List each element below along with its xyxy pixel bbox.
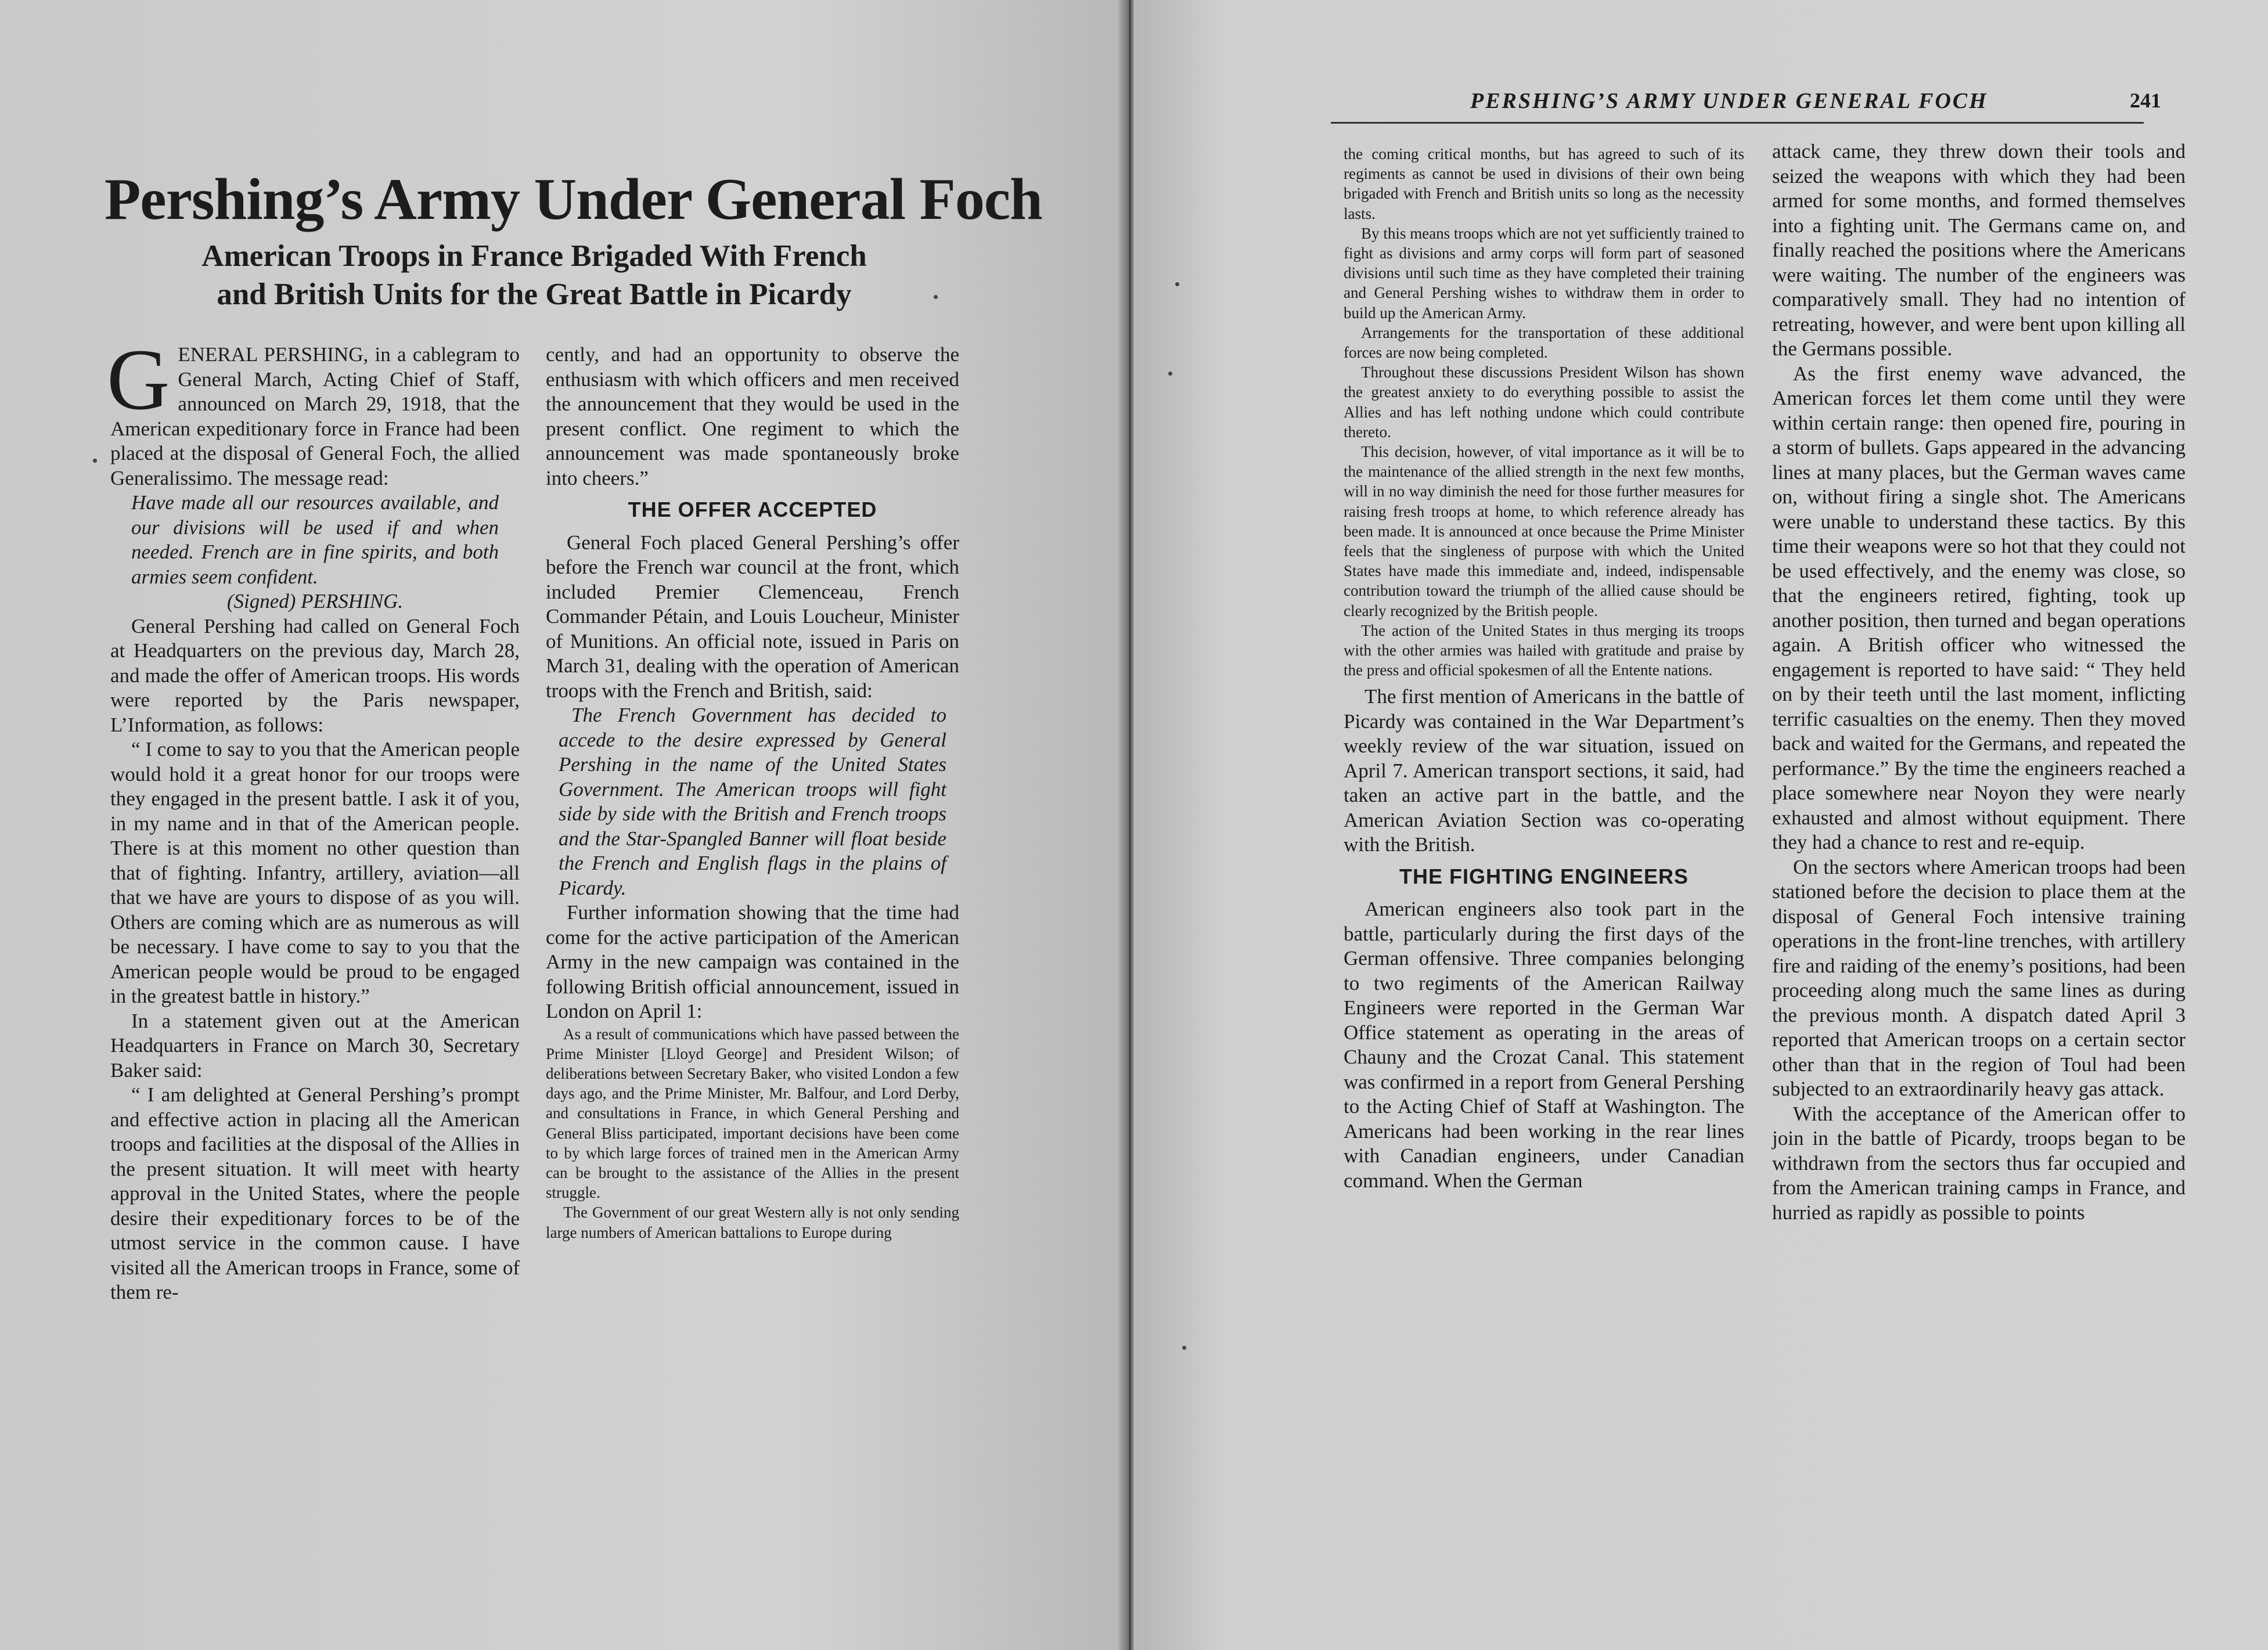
article-title: Pershing’s Army Under General Foch: [105, 167, 1042, 232]
paragraph: As the first enemy wave advanced, the American forces let them come until they were within certain range: then opened fire, pouring in a storm of bullets. Gaps appeared in the advancing lines at many places, but the German waves came on, without firing a single shot. The Americans were unable to understand these tactics. By this time their weapons were so hot that they could not be used effectively, and the enemy was close, so that the engineers retired, fighting, took up another position, then turned and began operations again. A British officer who witnessed the engagement is reported to have said: “ They held on by their teeth until the last moment, inflicting terrific casualties on the enemy. Then they moved back and waited for the Germans, and repeated the performance.” By the time the engineers reached a place somewhere near Noyon they were nearly exhausted and almost without equipment. There they had a chance to rest and re-equip.: [1772, 362, 2186, 853]
small-paragraph: By this means troops which are not yet sufficiently trained to fight as divisions and army corps will form part of seasoned divisions until such time as they have completed their training and General Pershing wishes to withdraw them in order to build up the American Army.: [1344, 224, 1744, 322]
subtitle-line-1: American Troops in France Brigaded With French: [201, 239, 867, 273]
paragraph: American engineers also took part in the battle, particularly during the first days of the German offensive. Three companies belonging to two regiments of the American Railway Engineers were reported in the German War Office statement as operating in the areas of Chauny and the Crozat Canal. This statement was confirmed in a report from General Pershing to the Acting Chief of Staff at Washington. The Americans had been working in the rear lines with Canadian engineers, under Canadian command. When the German: [1344, 898, 1744, 1192]
print-speck: [934, 295, 938, 299]
subtitle-line-2: and British Units for the Great Battle in Picardy: [217, 278, 852, 311]
page-number: 241: [2130, 89, 2161, 112]
small-paragraph: Throughout these discussions President Wilson has shown the greatest anxiety to do everything possible to assist the Allies and has left nothing undone which could contribute thereto.: [1344, 363, 1744, 441]
right-column-1: [1344, 144, 1744, 1193]
print-speck: [1168, 372, 1172, 376]
small-paragraph: Arrangements for the transportation of these additional forces are now being completed.: [1344, 323, 1744, 362]
british-announcement: [546, 1024, 959, 1242]
print-speck: [1175, 282, 1179, 286]
right-column-2: [1772, 139, 2186, 1225]
opening-paragraph: [107, 332, 520, 491]
left-column-2: [546, 343, 959, 1242]
paragraph: General Pershing had called on General Foch at Headquarters on the previous day, March 28, and made the offer of American troops. His words were reported by the Paris newspaper, L’Information, as follows:: [110, 614, 520, 736]
british-announcement-continued: [1344, 144, 1744, 680]
small-paragraph: The Government of our great Western ally is not only sending large numbers of American battalions to Europe during: [546, 1204, 959, 1241]
left-column-1: [107, 332, 520, 1305]
paragraph: On the sectors where American troops had been stationed before the decision to place them at the disposal of General Foch intensive training operations in the front-line trenches, with artillery fire and raiding of the enemy’s positions, had been proceeding along much the same lines as during the previous month. A dispatch dated April 3 reported that American troops on a certain sector other than that in the region of Toul had been subjected to an extraordinarily heavy gas attack.: [1772, 855, 2186, 1100]
small-paragraph: the coming critical months, but has agreed to such of its regiments as cannot be used in divisions of their own being brigaded with French and British units so long as the necessity lasts.: [1344, 145, 1744, 222]
print-speck: [93, 459, 97, 463]
small-paragraph: The action of the United States in thus merging its troops with the other armies was hailed with gratitude and praise by the press and official spokesmen of all the Entente nations.: [1344, 621, 1744, 679]
paragraph: attack came, they threw down their tools and seized the weapons with which they had been armed for some months, and formed themselves into a fighting unit. The Germans came on, and finally reached the positions where the Americans were waiting. The number of the engineers was comparatively small. They had no intention of retreating, however, and were bent upon killing all the Germans possible.: [1772, 140, 2186, 360]
signature: (Signed) PERSHING.: [226, 590, 404, 613]
small-paragraph: As a result of communications which have passed between the Prime Minister [Lloyd George] and President Wilson; of deliberations between Secretary Baker, who visited London a few days ago, and the Prime Minister, Mr. Balfour, and Lord Derby, and consultations in France, in which General Pershing and General Bliss participated, important decisions have been come to by which large forces of trained men in the American Army can be brought to the assistance of the Allies in the present struggle.: [546, 1025, 959, 1202]
print-speck: [1182, 1346, 1186, 1350]
drop-cap: G: [107, 332, 170, 428]
french-note-quote: The French Government has decided to accede to the desire expressed by General Pershing in the name of the United States Government. The American troops will fight side by side with the British and French troops and the Star-Spangled Banner will float beside the French and English flags in the plains of Picardy.: [559, 704, 946, 899]
paragraph: The first mention of Americans in the battle of Picardy was contained in the War Department’s weekly review of the war situation, issued on April 7. American transport sections, it said, had taken an active part in the battle, and the American Aviation Section was co-operating with the British.: [1344, 685, 1744, 856]
right-page: [1133, 0, 2268, 1650]
paragraph: “ I come to say to you that the American people would hold it a great honor for our troops were they engaged in the present battle. I ask it of you, in my name and in that of the American people. There is at this moment no other question than that of fighting. Infantry, artillery, aviation—all that we have are yours to dispose of as you will. Others are coming which are as numerous as will be necessary. I have come to say to you that the American people would be proud to be engaged in the greatest battle in history.”: [110, 738, 520, 1007]
running-head: PERSHING’S ARMY UNDER GENERAL FOCH: [1470, 89, 1988, 113]
small-paragraph: This decision, however, of vital importance as it will be to the maintenance of the allied strength in the next few months, will in no way diminish the need for those further measures for raising fresh troops at home, to which reference already has been made. It is announced at once because the Prime Minister feels that the singleness of purpose with which the United States have made this immediate and, indeed, indispensable contribution toward the triumph of the allied cause should be clearly recognized by the British people.: [1344, 443, 1744, 619]
section-heading: THE FIGHTING ENGINEERS: [1399, 864, 1689, 888]
left-page: [0, 0, 1125, 1650]
paragraph: With the acceptance of the American offer to join in the battle of Picardy, troops began to be withdrawn from the sectors thus far occupied and from the American training camps in France, and hurried as rapidly as possible to points: [1772, 1102, 2186, 1224]
article-subtitle: [116, 237, 952, 314]
paragraph: In a statement given out at the American Headquarters in France on March 30, Secretary Baker said:: [110, 1009, 520, 1082]
pershing-cable-quote: Have made all our resources available, and our divisions will be used if and when needed. French are in fine spirits, and both armies seem confident.: [131, 491, 499, 588]
paragraph: cently, and had an opportunity to observe the enthusiasm with which officers and men received the announcement that they would be used in the present conflict. One regiment to which the announcement was made spontaneously broke into cheers.”: [546, 343, 959, 489]
section-heading: THE OFFER ACCEPTED: [628, 498, 877, 521]
paragraph: General Foch placed General Pershing’s offer before the French war council at the front, which included Premier Clemenceau, French Commander Pétain, and Louis Loucheur, Minister of Munitions. An official note, issued in Paris on March 31, dealing with the operation of American troops with the French and British, said:: [546, 531, 959, 702]
header-rule: [1331, 122, 2144, 124]
paragraph: Further information showing that the time had come for the active participation of the American Army in the new campaign was contained in the following British official announcement, issued in London on April 1:: [546, 901, 959, 1022]
paragraph: “ I am delighted at General Pershing’s prompt and effective action in placing all the American troops and facilities at the disposal of the Allies in the present situation. It will meet with hearty approval in the United States, where the people desire their expeditionary forces to be of the utmost service in the common cause. I have visited all the American troops in France, some of them re-: [110, 1083, 520, 1303]
opening-text: ENERAL PERSHING, in a cablegram to General March, Acting Chief of Staff, announced on March 29, 1918, that the American expeditionary force in France had been placed at the disposal of General Foch, the allied Generalissimo. The message read:: [110, 343, 520, 489]
